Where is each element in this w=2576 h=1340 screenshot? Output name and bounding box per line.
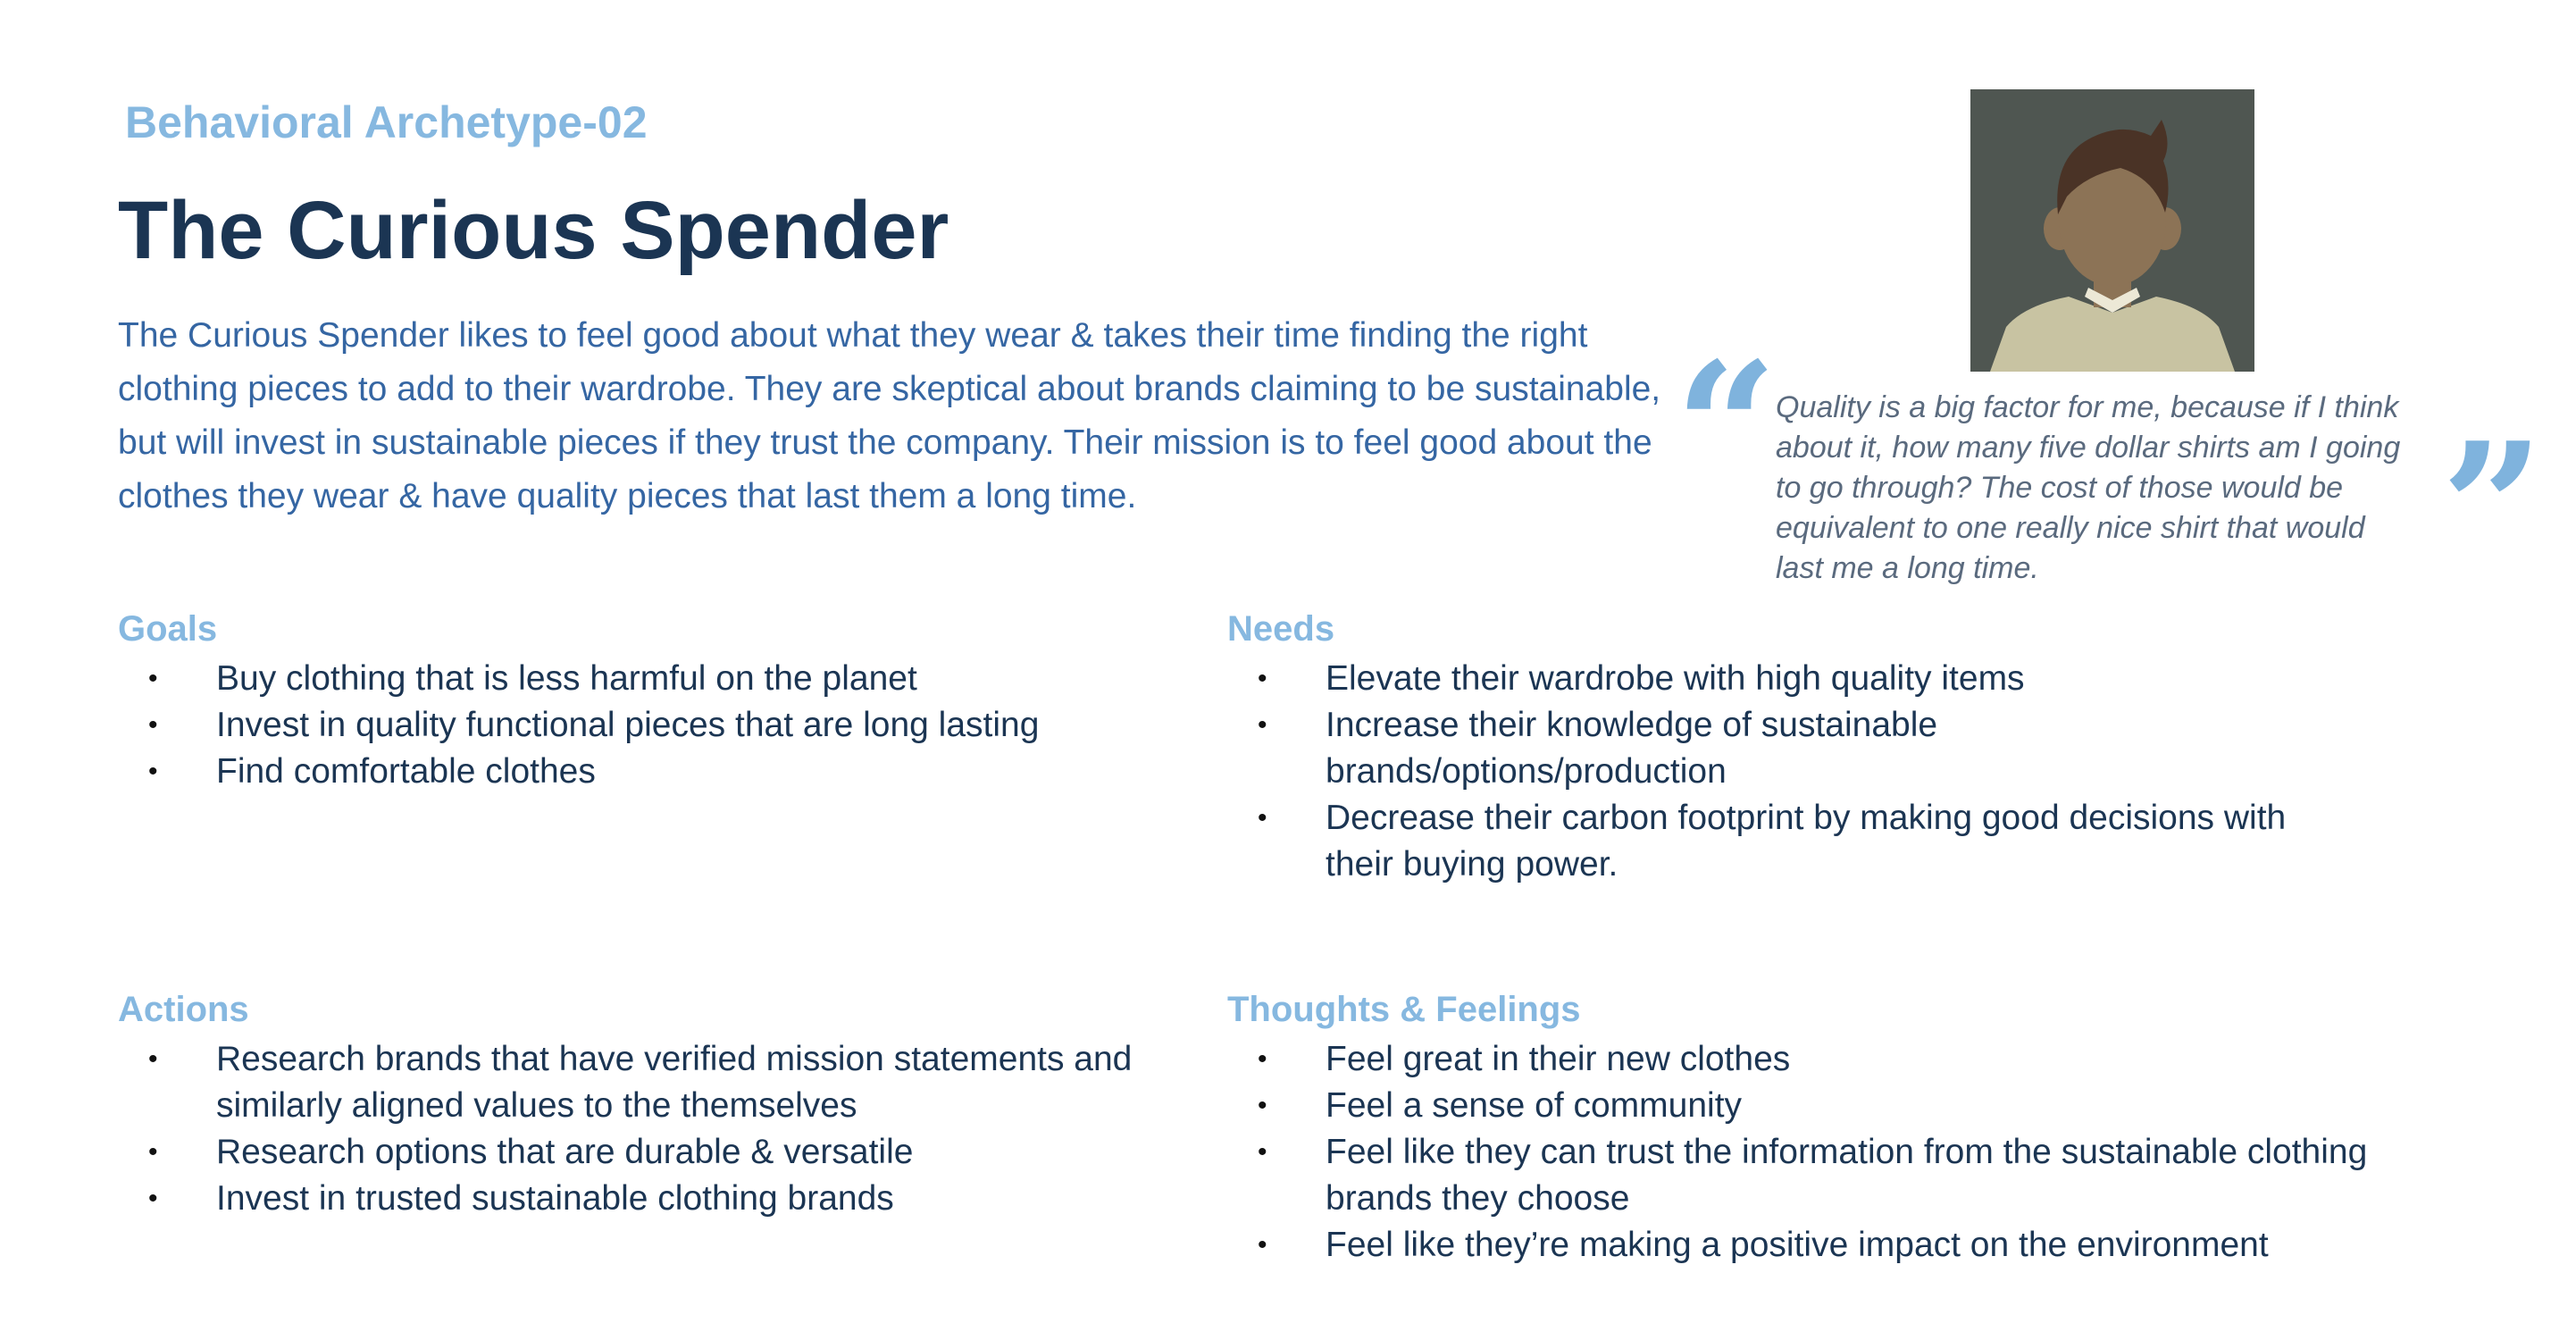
- list-item-text: Invest in quality functional pieces that are long lasting: [216, 706, 1040, 744]
- bullet-icon: •: [1258, 1137, 1267, 1167]
- bullet-icon: •: [1258, 803, 1267, 833]
- bullet-icon: •: [1258, 1044, 1267, 1074]
- page-title: The Curious Spender: [118, 185, 949, 276]
- list-item: [1227, 1083, 2433, 1129]
- list-item-text: Increase their knowledge of sustainable brands/options/production: [1326, 706, 1938, 791]
- thoughts-feelings-list: [1227, 1036, 2433, 1269]
- list-item-text: Feel like they’re making a positive impact on the environment: [1326, 1226, 2269, 1264]
- goals-list: [118, 656, 1190, 795]
- bullet-icon: •: [148, 1137, 158, 1167]
- list-item-text: Research options that are durable & versatile: [216, 1133, 914, 1171]
- close-quote-icon: ”: [2441, 404, 2545, 614]
- persona-description: The Curious Spender likes to feel good about what they wear & takes their time finding the right clothing pieces to add to their wardrobe. They are skeptical about brands claiming to be sustainable, but will invest in sustainable pieces if they trust the company. Their mission is to feel good about the clothes they wear & have quality pieces that last them a long time.: [118, 316, 1661, 515]
- list-item: [118, 1176, 1190, 1222]
- list-item-text: Find comfortable clothes: [216, 752, 596, 791]
- bullet-icon: •: [148, 757, 158, 786]
- open-quote-icon: “: [1675, 323, 1778, 533]
- list-item: [118, 702, 1190, 749]
- bullet-icon: •: [1258, 664, 1267, 693]
- needs-section: [1227, 611, 2299, 888]
- list-item: [1227, 1222, 2433, 1269]
- list-item: [118, 749, 1190, 795]
- goals-heading: Goals: [118, 609, 218, 649]
- list-item: [118, 1036, 1190, 1129]
- goals-section: [118, 611, 1190, 795]
- bullet-icon: •: [148, 1044, 158, 1074]
- list-item-text: Elevate their wardrobe with high quality items: [1326, 659, 2025, 698]
- bullet-icon: •: [1258, 710, 1267, 740]
- bullet-icon: •: [1258, 1091, 1267, 1120]
- needs-heading: Needs: [1227, 609, 1335, 649]
- list-item-text: Feel like they can trust the information from the sustainable clothing brands they choose: [1326, 1133, 2368, 1218]
- list-item: [118, 656, 1190, 702]
- bullet-icon: •: [148, 1184, 158, 1213]
- actions-list: [118, 1036, 1190, 1222]
- list-item: [1227, 1036, 2433, 1083]
- bullet-icon: •: [1258, 1230, 1267, 1260]
- list-item: [1227, 795, 2299, 888]
- list-item-text: Decrease their carbon footprint by making good decisions with their buying power.: [1326, 799, 2287, 884]
- person-avatar-icon: [1970, 89, 2254, 372]
- list-item-text: Feel a sense of community: [1326, 1086, 1743, 1125]
- bullet-icon: •: [148, 664, 158, 693]
- list-item: [1227, 656, 2299, 702]
- archetype-label: Behavioral Archetype-02: [125, 97, 648, 147]
- list-item: [1227, 702, 2299, 795]
- actions-section: [118, 992, 1190, 1222]
- list-item: [1227, 1129, 2433, 1222]
- list-item: [118, 1129, 1190, 1176]
- list-item-text: Invest in trusted sustainable clothing brands: [216, 1179, 894, 1218]
- bullet-icon: •: [148, 710, 158, 740]
- actions-heading: Actions: [118, 990, 249, 1029]
- persona-quote: Quality is a big factor for me, because if I think about it, how many five dollar shirts am I going to go through? The cost of those would be equivalent to one really nice shirt that would last me a long time.: [1776, 390, 2401, 585]
- list-item-text: Feel great in their new clothes: [1326, 1040, 1791, 1078]
- list-item-text: Buy clothing that is less harmful on the planet: [216, 659, 917, 698]
- thoughts-feelings-heading: Thoughts & Feelings: [1227, 990, 1581, 1029]
- thoughts-feelings-section: [1227, 992, 2433, 1269]
- needs-list: [1227, 656, 2299, 888]
- list-item-text: Research brands that have verified mission statements and similarly aligned values to the themselves: [216, 1040, 1133, 1125]
